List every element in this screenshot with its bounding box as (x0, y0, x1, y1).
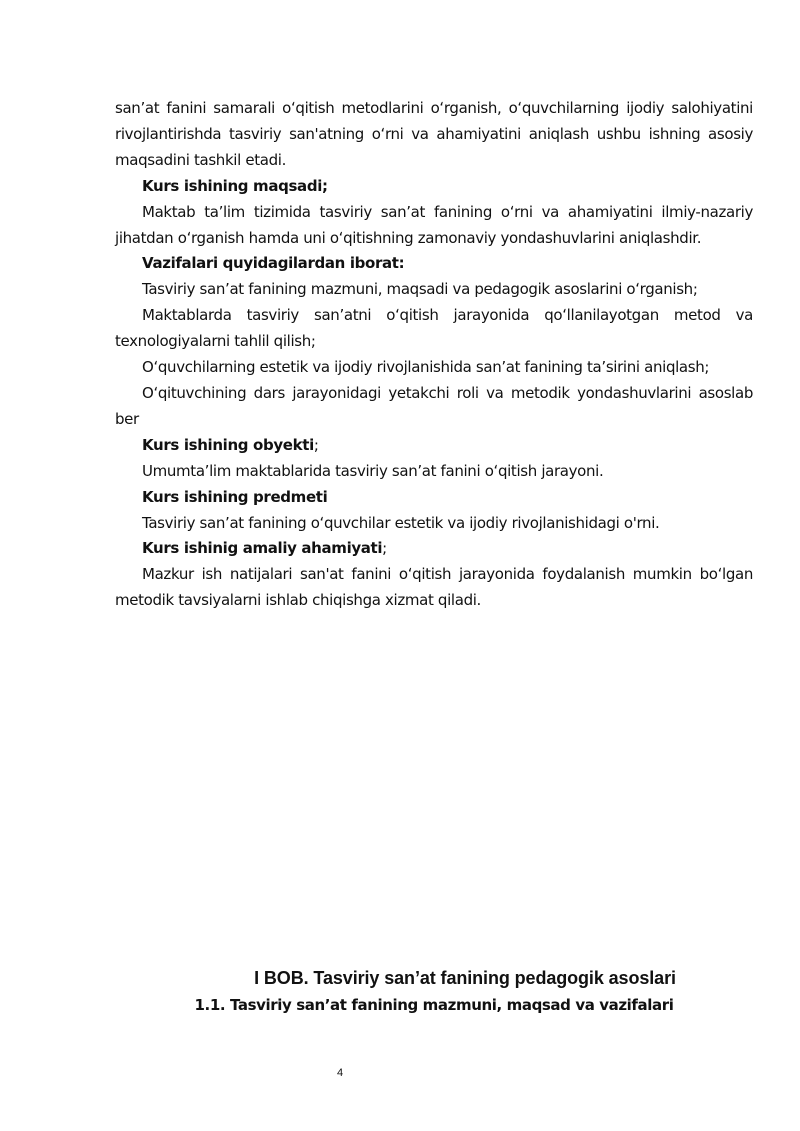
section-title: 1.1. Tasviriy san’at fanining mazmuni, maqsad va vazifalari (194, 996, 674, 1014)
tasks-heading: Vazifalari quyidagilardan iborat: (142, 254, 405, 273)
object-paragraph: Umumta’lim maktablarida tasviriy san’at fanini oʻqitish jarayoni. (142, 461, 604, 480)
practical-heading (115, 536, 753, 562)
intro-paragraph: san’at fanini samarali oʻqitish metodlarini oʻrganish, oʻquvchilarning ijodiy salohiyatini rivojlantirishda tasviriy san'atning oʻrni va ahamiyatini aniqlash ushbu ishning asosiy maqsadini tashkil etadi. (115, 99, 753, 169)
task-item-4: Oʻqituvchining dars jarayonidagi yetakchi roli va metodik yondashuvlarini asoslab ber (115, 383, 753, 428)
practical-heading-suffix: ; (382, 539, 387, 558)
practical-paragraph: Mazkur ish natijalari san'at fanini oʻqitish jarayonida foydalanish mumkin boʻlgan metodik tavsiyalarni ishlab chiqishga xizmat qiladi. (115, 565, 753, 610)
subject-paragraph: Tasviriy san’at fanining oʻquvchilar estetik va ijodiy rivojlanishidagi o'rni. (142, 513, 660, 532)
task-item-2: Maktablarda tasviriy san’atni oʻqitish jarayonida qoʻllanilayotgan metod va texnologiyalarni tahlil qilish; (115, 306, 753, 351)
object-heading-label: Kurs ishining obyekti (142, 435, 314, 454)
practical-heading-label: Kurs ishinig amaliy ahamiyati (142, 539, 383, 558)
object-heading (115, 433, 753, 459)
body-text (115, 96, 753, 614)
subject-heading: Kurs ishining predmeti (142, 487, 328, 506)
goal-heading: Kurs ishining maqsadi; (142, 176, 328, 195)
object-heading-suffix: ; (313, 435, 319, 454)
task-item-1: Tasviriy san’at fanining mazmuni, maqsadi va pedagogik asoslarini oʻrganish; (142, 280, 698, 299)
task-item-3: Oʻquvchilarning estetik va ijodiy rivojlanishida san’at fanining ta’sirini aniqlash; (142, 358, 710, 377)
goal-paragraph: Maktab ta’lim tizimida tasviriy san’at fanining oʻrni va ahamiyatini ilmiy-nazariy jihatdan oʻrganish hamda uni oʻqitishning zamonaviy yondashuvlarini aniqlashdir. (115, 202, 753, 247)
page-number: 4 (336, 1067, 344, 1079)
chapter-title: I BOB. Tasviriy san’at fanining pedagogik asoslari (254, 968, 676, 988)
